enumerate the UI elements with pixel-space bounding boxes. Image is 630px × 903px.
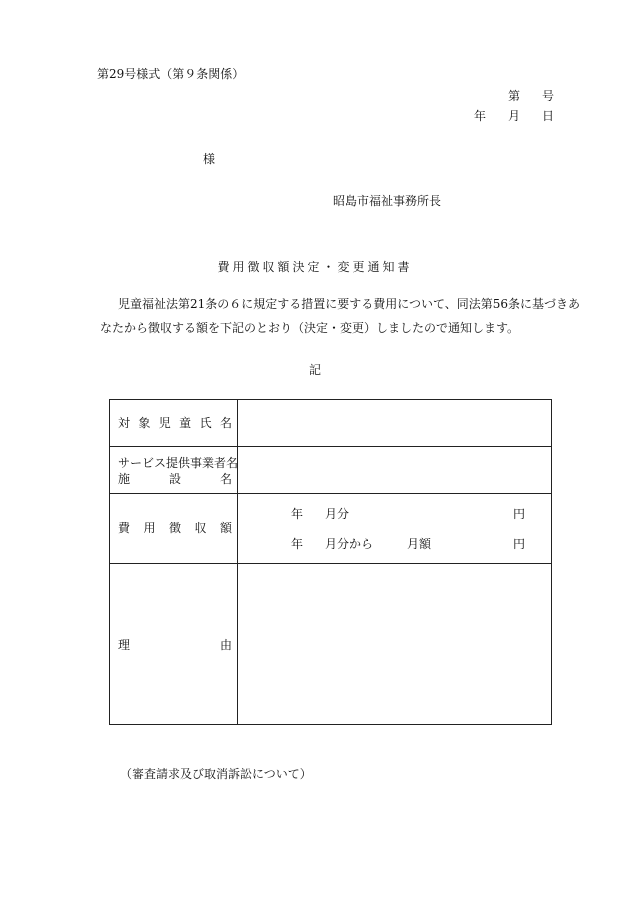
sender-name: 昭島市福祉事務所長 [333,194,442,208]
body-text [100,292,581,340]
fee-line2-month-from: 月分から [325,537,374,551]
date-year: 年 [474,109,487,123]
fee-line2-year: 年 [291,537,304,551]
label-fee-amount: 費 用 徴 収 額 [118,521,232,535]
table-row-divider-2 [110,493,551,494]
document-title: 費用徴収額決定・変更通知書 [217,260,413,274]
fee-line1-yen: 円 [513,507,526,521]
fee-table [109,399,552,725]
date-day: 日 [542,109,555,123]
footer-note: （審査請求及び取消訴訟について） [120,767,312,781]
doc-number-prefix: 第 [508,89,521,103]
fee-line2-yen: 円 [513,537,526,551]
body-line-1: 児童福祉法第21条の６に規定する措置に要する費用について、同法第56条に基づきあ [118,297,581,311]
table-column-divider [237,400,238,724]
addressee-honorific: 様 [203,152,216,166]
label-reason: 理 由 [118,638,232,652]
fee-line1-month: 月分 [325,507,350,521]
date-month: 月 [508,109,521,123]
table-row-divider-3 [110,563,551,564]
label-service-provider: サービス提供事業者名 [118,456,239,470]
ki-marker: 記 [308,363,321,377]
label-child-name: 対 象 児 童 氏 名 [118,416,232,430]
table-row-divider-1 [110,446,551,447]
doc-number-suffix: 号 [542,89,555,103]
fee-line2-monthly: 月額 [407,537,432,551]
fee-line1-year: 年 [291,507,304,521]
form-number: 第29号様式（第９条関係） [97,67,245,81]
body-line-2: なたから徴収する額を下記のとおり（決定・変更）しましたので通知します。 [100,321,520,335]
label-facility-name: 施 設 名 [118,472,232,486]
